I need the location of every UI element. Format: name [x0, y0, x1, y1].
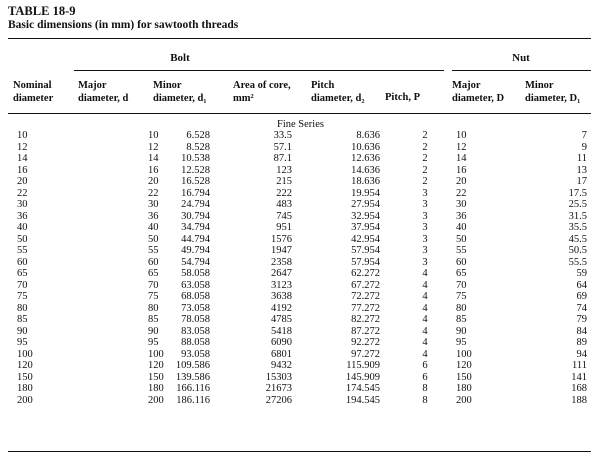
header-pitch-diameter-line2: diameter, d₂ — [311, 92, 365, 104]
cell-pitch-diameter-d2: 8.636 — [356, 130, 380, 141]
table-title: TABLE 18-9 — [8, 4, 76, 18]
header-bottom-rule — [8, 113, 591, 114]
table-row — [8, 326, 591, 338]
cell-nut-major-diameter: 150 — [456, 371, 472, 383]
cell-major-diameter-d: 85 — [148, 314, 159, 325]
cell-minor-diameter-d1: 83.058 — [181, 325, 210, 337]
cell-major-diameter-d: 90 — [148, 325, 159, 337]
header-nut-major-line2: diameter, D — [452, 92, 505, 104]
cell-major-diameter-d: 95 — [148, 337, 159, 348]
cell-core-area: 745 — [276, 210, 292, 222]
cell-minor-diameter-d1: 54.794 — [181, 256, 210, 268]
cell-minor-diameter-d1: 8.528 — [186, 141, 210, 153]
cell-pitch: 4 — [422, 268, 428, 279]
cell-nut-major-diameter: 100 — [456, 348, 472, 360]
table-row — [8, 360, 591, 372]
header-nut-major — [452, 80, 504, 105]
cell-nut-major-diameter: 70 — [456, 279, 467, 291]
cell-minor-diameter-d1: 10.538 — [181, 153, 210, 164]
cell-minor-diameter-d1: 166.116 — [176, 383, 210, 394]
cell-pitch: 4 — [422, 325, 428, 337]
cell-nut-major-diameter: 12 — [456, 141, 467, 153]
cell-nut-major-diameter: 200 — [456, 394, 472, 406]
cell-nut-major-diameter: 40 — [456, 222, 467, 233]
cell-pitch-diameter-d2: 57.954 — [351, 245, 380, 256]
header-area-line2: mm² — [233, 92, 254, 104]
cell-nominal-diameter: 16 — [17, 164, 28, 176]
cell-major-diameter-d: 120 — [148, 360, 164, 371]
cell-nut-minor-diameter: 9 — [581, 141, 587, 153]
cell-minor-diameter-d1: 30.794 — [181, 210, 210, 222]
cell-core-area: 3638 — [271, 291, 292, 302]
cell-nominal-diameter: 65 — [17, 268, 28, 279]
table-row — [8, 291, 591, 303]
table-row — [8, 142, 591, 154]
table-row — [8, 176, 591, 188]
data-table-body — [8, 130, 591, 406]
cell-nut-major-diameter: 50 — [456, 233, 467, 245]
cell-core-area: 951 — [276, 222, 292, 233]
cell-nut-major-diameter: 55 — [456, 245, 467, 256]
cell-core-area: 5418 — [271, 325, 292, 337]
cell-nominal-diameter: 150 — [17, 371, 33, 383]
table-row — [8, 234, 591, 246]
cell-minor-diameter-d1: 63.058 — [181, 279, 210, 291]
cell-major-diameter-d: 40 — [148, 222, 159, 233]
cell-pitch: 6 — [422, 371, 428, 383]
cell-nut-major-diameter: 75 — [456, 291, 467, 302]
cell-core-area: 6090 — [271, 337, 292, 348]
cell-pitch-diameter-d2: 19.954 — [351, 187, 380, 199]
table-row — [8, 314, 591, 326]
cell-nut-minor-diameter: 64 — [576, 279, 587, 291]
cell-major-diameter-d: 16 — [148, 164, 159, 176]
cell-pitch-diameter-d2: 12.636 — [351, 153, 380, 164]
cell-core-area: 9432 — [271, 360, 292, 371]
cell-core-area: 215 — [276, 176, 292, 187]
table-row — [8, 337, 591, 349]
cell-nut-minor-diameter: 13 — [576, 164, 587, 176]
table-row — [8, 303, 591, 315]
cell-nominal-diameter: 55 — [17, 245, 28, 256]
cell-nominal-diameter: 22 — [17, 187, 28, 199]
cell-pitch-diameter-d2: 32.954 — [351, 210, 380, 222]
cell-minor-diameter-d1: 186.116 — [176, 394, 210, 406]
cell-nominal-diameter: 12 — [17, 141, 28, 153]
cell-nominal-diameter: 14 — [17, 153, 28, 164]
cell-minor-diameter-d1: 93.058 — [181, 348, 210, 360]
cell-pitch-diameter-d2: 145.909 — [345, 371, 380, 383]
table-row — [8, 395, 591, 407]
cell-nut-minor-diameter: 79 — [576, 314, 587, 325]
cell-minor-diameter-d1: 24.794 — [181, 199, 210, 210]
cell-nut-minor-diameter: 59 — [576, 268, 587, 279]
cell-major-diameter-d: 55 — [148, 245, 159, 256]
header-minor — [153, 80, 207, 105]
cell-nut-major-diameter: 36 — [456, 210, 467, 222]
cell-core-area: 2358 — [271, 256, 292, 268]
cell-nut-minor-diameter: 188 — [571, 394, 587, 406]
header-minor-line2: diameter, d₁ — [153, 92, 207, 104]
table-row — [8, 372, 591, 384]
cell-pitch-diameter-d2: 72.272 — [351, 291, 380, 302]
cell-major-diameter-d: 50 — [148, 233, 159, 245]
cell-minor-diameter-d1: 49.794 — [181, 245, 210, 256]
cell-nut-major-diameter: 95 — [456, 337, 467, 348]
cell-pitch: 6 — [422, 360, 428, 371]
cell-minor-diameter-d1: 34.794 — [181, 222, 210, 233]
cell-pitch: 4 — [422, 314, 428, 325]
cell-nut-major-diameter: 30 — [456, 199, 467, 210]
header-pitch — [385, 92, 420, 105]
cell-core-area: 15303 — [265, 371, 292, 383]
cell-nominal-diameter: 30 — [17, 199, 28, 210]
cell-pitch-diameter-d2: 77.272 — [351, 302, 380, 314]
cell-major-diameter-d: 65 — [148, 268, 159, 279]
cell-pitch: 3 — [422, 245, 428, 256]
cell-pitch: 4 — [422, 348, 428, 360]
cell-pitch-diameter-d2: 115.909 — [346, 360, 380, 371]
cell-nut-minor-diameter: 31.5 — [568, 210, 587, 222]
header-minor-line1: Minor — [153, 80, 182, 91]
header-area — [233, 80, 291, 105]
cell-pitch-diameter-d2: 87.272 — [351, 325, 380, 337]
cell-pitch-diameter-d2: 37.954 — [351, 222, 380, 233]
cell-core-area: 483 — [276, 199, 292, 210]
cell-major-diameter-d: 60 — [148, 256, 159, 268]
cell-core-area: 2647 — [271, 268, 292, 279]
cell-nut-minor-diameter: 94 — [576, 348, 587, 360]
cell-minor-diameter-d1: 68.058 — [181, 291, 210, 302]
cell-nut-major-diameter: 80 — [456, 302, 467, 314]
cell-nut-major-diameter: 14 — [456, 153, 467, 164]
cell-core-area: 1947 — [271, 245, 292, 256]
cell-pitch-diameter-d2: 57.954 — [351, 256, 380, 268]
cell-nut-minor-diameter: 84 — [576, 325, 587, 337]
cell-nominal-diameter: 90 — [17, 325, 28, 337]
cell-major-diameter-d: 150 — [148, 371, 164, 383]
header-area-line1: Area of core, — [233, 80, 291, 91]
table-row — [8, 199, 591, 211]
header-nut-major-line1: Major — [452, 80, 481, 91]
cell-nut-minor-diameter: 111 — [572, 360, 587, 371]
cell-pitch: 2 — [422, 141, 428, 153]
cell-pitch-diameter-d2: 62.272 — [351, 268, 380, 279]
table-row — [8, 165, 591, 177]
cell-nut-major-diameter: 85 — [456, 314, 467, 325]
header-pitch-diameter — [311, 80, 365, 105]
cell-major-diameter-d: 12 — [148, 141, 159, 153]
top-rule — [8, 38, 591, 39]
cell-pitch-diameter-d2: 14.636 — [351, 164, 380, 176]
cell-pitch-diameter-d2: 42.954 — [351, 233, 380, 245]
cell-nut-minor-diameter: 45.5 — [568, 233, 587, 245]
cell-pitch: 3 — [422, 233, 428, 245]
cell-nut-minor-diameter: 11 — [576, 153, 587, 164]
cell-nut-minor-diameter: 141 — [571, 371, 587, 383]
cell-pitch-diameter-d2: 67.272 — [351, 279, 380, 291]
group-label-bolt: Bolt — [170, 52, 190, 64]
header-major — [78, 80, 128, 105]
cell-major-diameter-d: 36 — [148, 210, 159, 222]
cell-pitch-diameter-d2: 174.545 — [345, 383, 380, 394]
cell-core-area: 4192 — [271, 302, 292, 314]
cell-nominal-diameter: 36 — [17, 210, 28, 222]
cell-nominal-diameter: 40 — [17, 222, 28, 233]
cell-nut-major-diameter: 16 — [456, 164, 467, 176]
cell-core-area: 33.5 — [273, 130, 292, 141]
cell-nut-minor-diameter: 25.5 — [568, 199, 587, 210]
cell-nominal-diameter: 80 — [17, 302, 28, 314]
group-label-nut: Nut — [512, 52, 530, 64]
cell-nut-minor-diameter: 55.5 — [568, 256, 587, 268]
cell-pitch-diameter-d2: 10.636 — [351, 141, 380, 153]
cell-minor-diameter-d1: 58.058 — [181, 268, 210, 279]
header-nominal-line1: Nominal — [13, 80, 52, 91]
cell-core-area: 222 — [276, 187, 292, 199]
cell-core-area: 1576 — [271, 233, 292, 245]
cell-minor-diameter-d1: 44.794 — [181, 233, 210, 245]
cell-pitch-diameter-d2: 97.272 — [351, 348, 380, 360]
cell-nut-minor-diameter: 7 — [581, 130, 587, 141]
cell-major-diameter-d: 70 — [148, 279, 159, 291]
header-nut-minor — [525, 80, 580, 105]
cell-pitch-diameter-d2: 18.636 — [351, 176, 380, 187]
cell-minor-diameter-d1: 109.586 — [175, 360, 210, 371]
cell-nut-minor-diameter: 74 — [576, 302, 587, 314]
table-row — [8, 211, 591, 223]
cell-pitch: 3 — [422, 210, 428, 222]
cell-core-area: 21673 — [265, 383, 292, 394]
cell-nut-major-diameter: 180 — [456, 383, 472, 394]
cell-nominal-diameter: 20 — [17, 176, 28, 187]
cell-nut-minor-diameter: 17 — [576, 176, 587, 187]
cell-minor-diameter-d1: 73.058 — [181, 302, 210, 314]
cell-nut-major-diameter: 10 — [456, 130, 467, 141]
cell-minor-diameter-d1: 16.528 — [181, 176, 210, 187]
cell-nut-major-diameter: 22 — [456, 187, 467, 199]
cell-nut-major-diameter: 120 — [456, 360, 472, 371]
header-major-line1: Major — [78, 80, 107, 91]
bottom-rule — [8, 451, 591, 452]
cell-core-area: 4785 — [271, 314, 292, 325]
series-label: Fine Series — [277, 119, 324, 130]
cell-nut-minor-diameter: 50.5 — [568, 245, 587, 256]
cell-pitch: 4 — [422, 302, 428, 314]
cell-core-area: 3123 — [271, 279, 292, 291]
cell-nut-major-diameter: 60 — [456, 256, 467, 268]
table-row — [8, 268, 591, 280]
cell-pitch: 2 — [422, 130, 428, 141]
header-major-line2: diameter, d — [78, 92, 129, 104]
cell-nut-minor-diameter: 17.5 — [568, 187, 587, 199]
table-subtitle: Basic dimensions (in mm) for sawtooth threads — [8, 19, 239, 31]
cell-nut-major-diameter: 20 — [456, 176, 467, 187]
cell-major-diameter-d: 14 — [148, 153, 159, 164]
cell-minor-diameter-d1: 88.058 — [181, 337, 210, 348]
header-nominal-line2: diameter — [13, 92, 54, 104]
cell-major-diameter-d: 200 — [148, 394, 164, 406]
cell-core-area: 27206 — [265, 394, 292, 406]
data-table — [8, 130, 591, 406]
cell-core-area: 87.1 — [273, 153, 292, 164]
header-pitch-line1: Pitch, P — [385, 92, 420, 103]
cell-nominal-diameter: 50 — [17, 233, 28, 245]
cell-minor-diameter-d1: 78.058 — [181, 314, 210, 325]
header-nominal — [13, 80, 53, 105]
table-row — [8, 222, 591, 234]
cell-major-diameter-d: 80 — [148, 302, 159, 314]
cell-pitch-diameter-d2: 194.545 — [345, 394, 380, 406]
cell-major-diameter-d: 180 — [148, 383, 164, 394]
cell-nominal-diameter: 85 — [17, 314, 28, 325]
cell-nominal-diameter: 75 — [17, 291, 28, 302]
cell-pitch-diameter-d2: 82.272 — [351, 314, 380, 325]
header-pitch-diameter-line1: Pitch — [311, 80, 335, 91]
cell-minor-diameter-d1: 16.794 — [181, 187, 210, 199]
table-row — [8, 130, 591, 142]
table-row — [8, 188, 591, 200]
cell-major-diameter-d: 100 — [148, 348, 164, 360]
table-row — [8, 257, 591, 269]
cell-pitch: 3 — [422, 199, 428, 210]
cell-pitch: 2 — [422, 164, 428, 176]
cell-nominal-diameter: 10 — [17, 130, 28, 141]
cell-major-diameter-d: 20 — [148, 176, 159, 187]
cell-pitch-diameter-d2: 92.272 — [351, 337, 380, 348]
cell-minor-diameter-d1: 12.528 — [181, 164, 210, 176]
cell-major-diameter-d: 10 — [148, 130, 159, 141]
cell-pitch: 2 — [422, 176, 428, 187]
table-row — [8, 349, 591, 361]
cell-pitch: 8 — [422, 383, 428, 394]
cell-nominal-diameter: 60 — [17, 256, 28, 268]
cell-nominal-diameter: 200 — [17, 394, 33, 406]
cell-pitch-diameter-d2: 27.954 — [351, 199, 380, 210]
nut-group-rule — [452, 70, 591, 71]
cell-pitch: 2 — [422, 153, 428, 164]
cell-pitch: 3 — [422, 187, 428, 199]
header-nut-minor-line2: diameter, D₁ — [525, 92, 581, 104]
cell-nut-major-diameter: 65 — [456, 268, 467, 279]
table-row — [8, 383, 591, 395]
cell-nut-minor-diameter: 89 — [576, 337, 587, 348]
table-row — [8, 153, 591, 165]
table-row — [8, 280, 591, 292]
cell-core-area: 57.1 — [273, 141, 292, 153]
cell-pitch: 8 — [422, 394, 428, 406]
table-row — [8, 245, 591, 257]
cell-nominal-diameter: 70 — [17, 279, 28, 291]
cell-minor-diameter-d1: 6.528 — [186, 130, 210, 141]
header-nut-minor-line1: Minor — [525, 80, 554, 91]
cell-nut-major-diameter: 90 — [456, 325, 467, 337]
cell-pitch: 3 — [422, 256, 428, 268]
cell-nut-minor-diameter: 168 — [571, 383, 587, 394]
cell-core-area: 123 — [276, 164, 292, 176]
cell-nominal-diameter: 95 — [17, 337, 28, 348]
cell-nominal-diameter: 180 — [17, 383, 33, 394]
cell-major-diameter-d: 75 — [148, 291, 159, 302]
bolt-group-rule — [74, 70, 444, 71]
cell-minor-diameter-d1: 139.586 — [175, 371, 210, 383]
cell-pitch: 4 — [422, 337, 428, 348]
cell-nominal-diameter: 120 — [17, 360, 33, 371]
cell-nut-minor-diameter: 35.5 — [568, 222, 587, 233]
cell-pitch: 4 — [422, 279, 428, 291]
cell-pitch: 3 — [422, 222, 428, 233]
cell-nominal-diameter: 100 — [17, 348, 33, 360]
cell-nut-minor-diameter: 69 — [576, 291, 587, 302]
cell-major-diameter-d: 30 — [148, 199, 159, 210]
cell-pitch: 4 — [422, 291, 428, 302]
cell-core-area: 6801 — [271, 348, 292, 360]
cell-major-diameter-d: 22 — [148, 187, 159, 199]
